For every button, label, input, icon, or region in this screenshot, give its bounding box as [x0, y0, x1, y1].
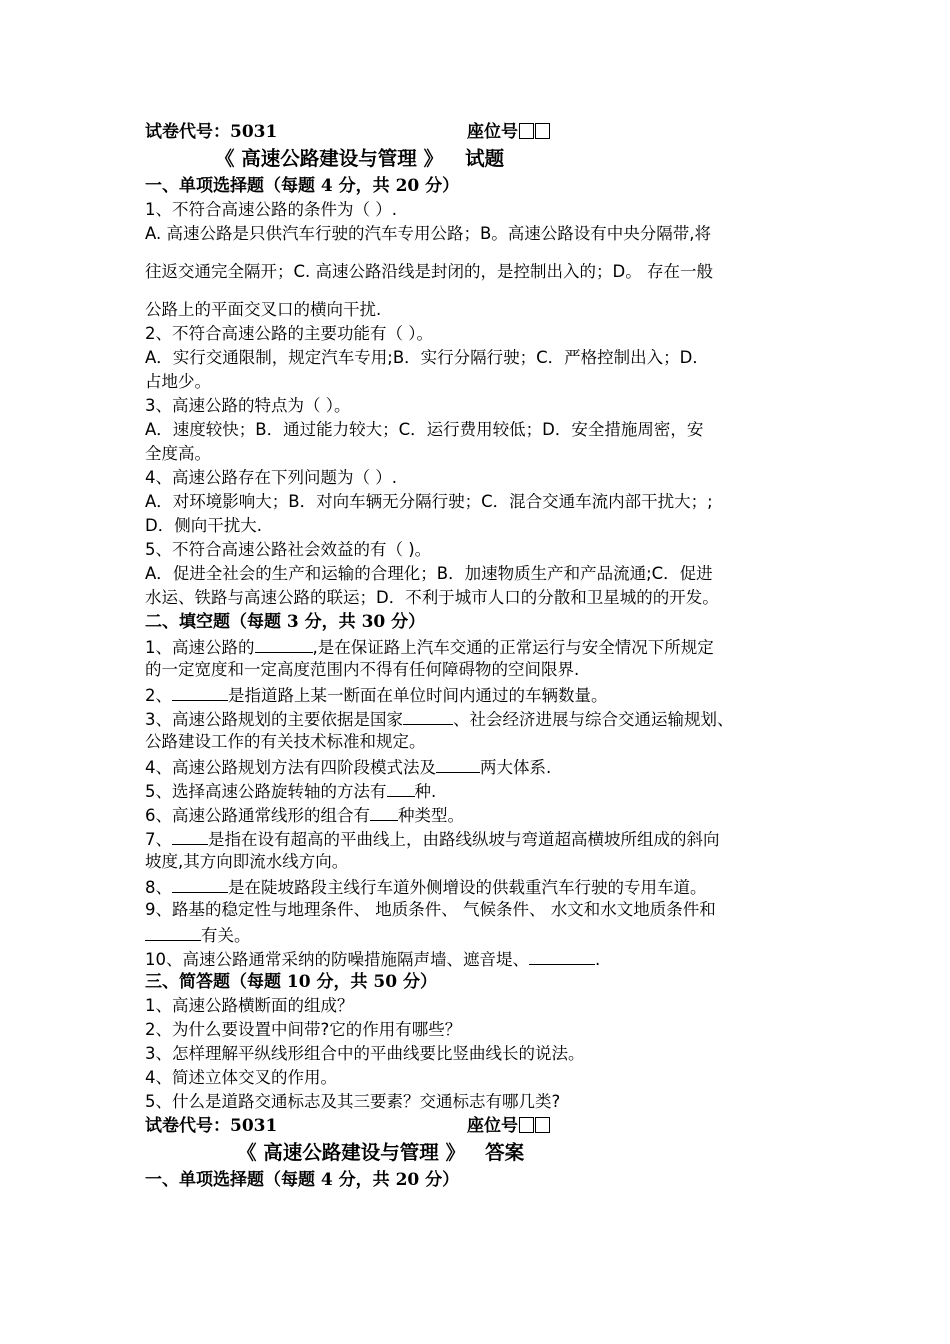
question-options: A．速度较快；B．通过能力较大；C．运行费用较低；D．安全措施周密，安 [145, 420, 704, 439]
fill-question: 7、 是指在设有超高的平曲线上，由路线纵坡与弯道超高横坡所组成的斜向 [145, 826, 825, 850]
fill-question: 10、高速公路通常采纳的防噪措施隔声墙、遮音堤、 . [145, 946, 825, 970]
fill-question: 3、高速公路规划的主要依据是国家 、社会经济进展与综合交通运输规划、 [145, 706, 825, 730]
answer-blank [403, 706, 453, 725]
question-options: 占地少。 [145, 372, 211, 391]
fill-question: 8、 是在陡坡路段主线行车道外侧增设的供载重汽车行驶的专用车道。 [145, 874, 825, 898]
question-stem: 4、高速公路存在下列问题为（ ）. [145, 468, 397, 487]
fill-question: 坡度,其方向即流水线方向。 [145, 852, 349, 871]
short-question: 2、为什么要设置中间带?它的作用有哪些？ [145, 1020, 462, 1039]
exam-header [145, 120, 825, 144]
seat-number: 座位号 [467, 120, 550, 144]
fill-question: 9、路基的稳定性与地理条件、 地质条件、 气候条件、 水文和水文地质条件和 [145, 900, 716, 919]
answer-blank [370, 802, 398, 821]
fill-question: 公路建设工作的有关技术标准和规定。 [145, 732, 426, 751]
question-options: A．实行交通限制，规定汽车专用;B．实行分隔行驶；C．严格控制出入；D． [145, 348, 709, 367]
section-heading: 一、单项选择题（每题 4 分，共 20 分） [145, 176, 460, 196]
answer-blank [145, 922, 201, 941]
answer-header [145, 1114, 825, 1138]
exam-page [145, 120, 825, 1192]
answer-seat-number: 座位号 [467, 1114, 550, 1138]
fill-question: 有关。 [145, 922, 825, 946]
question-options: A．促进全社会的生产和运输的合理化；B．加速物质生产和产品流通;C．促进 [145, 564, 713, 583]
question-options: 全度高。 [145, 444, 211, 463]
fill-question: 6、高速公路通常线形的组合有 种类型。 [145, 802, 825, 826]
fill-question: 4、高速公路规划方法有四阶段模式法及 两大体系. [145, 754, 825, 778]
seat-box [519, 1117, 534, 1133]
short-question: 3、怎样理解平纵线形组合中的平曲线要比竖曲线长的说法。 [145, 1044, 585, 1063]
fill-question: 2、 是指道路上某一断面在单位时间内通过的车辆数量。 [145, 682, 825, 706]
question-options: 水运、铁路与高速公路的联运；D．不利于城市人口的分散和卫星城的的开发。 [145, 588, 719, 607]
question-options: 往返交通完全隔开；C. 高速公路沿线是封闭的，是控制出入的；D。 存在一般 [145, 262, 713, 281]
fill-question: 1、高速公路的 ,是在保证路上汽车交通的正常运行与安全情况下所规定 [145, 634, 825, 658]
exam-title: 《 高速公路建设与管理 》 试题 [215, 147, 505, 170]
section-heading: 三、简答题（每题 10 分，共 50 分） [145, 972, 437, 992]
answer-blank [255, 634, 313, 653]
section-heading: 二、填空题（每题 3 分，共 30 分） [145, 612, 426, 632]
question-options: A．对环境影响大；B．对向车辆无分隔行驶；C．混合交通车流内部干扰大；; [145, 492, 713, 511]
answer-exam-code: 试卷代号：5031 [145, 1116, 278, 1136]
short-question: 5、什么是道路交通标志及其三要素？交通标志有哪几类? [145, 1092, 561, 1111]
answer-blank [387, 778, 415, 797]
fill-question: 5、选择高速公路旋转轴的方法有 种. [145, 778, 825, 802]
question-stem: 5、不符合高速公路社会效益的有（ )。 [145, 540, 432, 559]
answer-blank [436, 754, 480, 773]
question-options: A. 高速公路是只供汽车行驶的汽车专用公路；B。高速公路设有中央分隔带,将 [145, 224, 712, 243]
fill-question: 的一定宽度和一定高度范围内不得有任何障碍物的空间限界. [145, 660, 580, 679]
answer-blank [172, 682, 228, 701]
short-question: 1、高速公路横断面的组成？ [145, 996, 354, 1015]
short-question: 4、简述立体交叉的作用。 [145, 1068, 337, 1087]
question-stem: 3、高速公路的特点为（ ）。 [145, 396, 351, 415]
answer-blank [172, 874, 228, 893]
question-options: 公路上的平面交叉口的横向干扰. [145, 300, 382, 319]
seat-box [535, 123, 550, 139]
answer-title: 《 高速公路建设与管理 》 答案 [237, 1141, 525, 1164]
question-options: D．侧向干扰大. [145, 516, 262, 535]
seat-box [535, 1117, 550, 1133]
question-stem: 2、不符合高速公路的主要功能有（ ）。 [145, 324, 433, 343]
answer-section-heading: 一、单项选择题（每题 4 分，共 20 分） [145, 1170, 460, 1190]
answer-blank [529, 946, 595, 965]
question-stem: 1、不符合高速公路的条件为（ ）. [145, 200, 397, 219]
answer-blank [172, 826, 208, 845]
seat-box [519, 123, 534, 139]
exam-code: 试卷代号：5031 [145, 122, 278, 142]
